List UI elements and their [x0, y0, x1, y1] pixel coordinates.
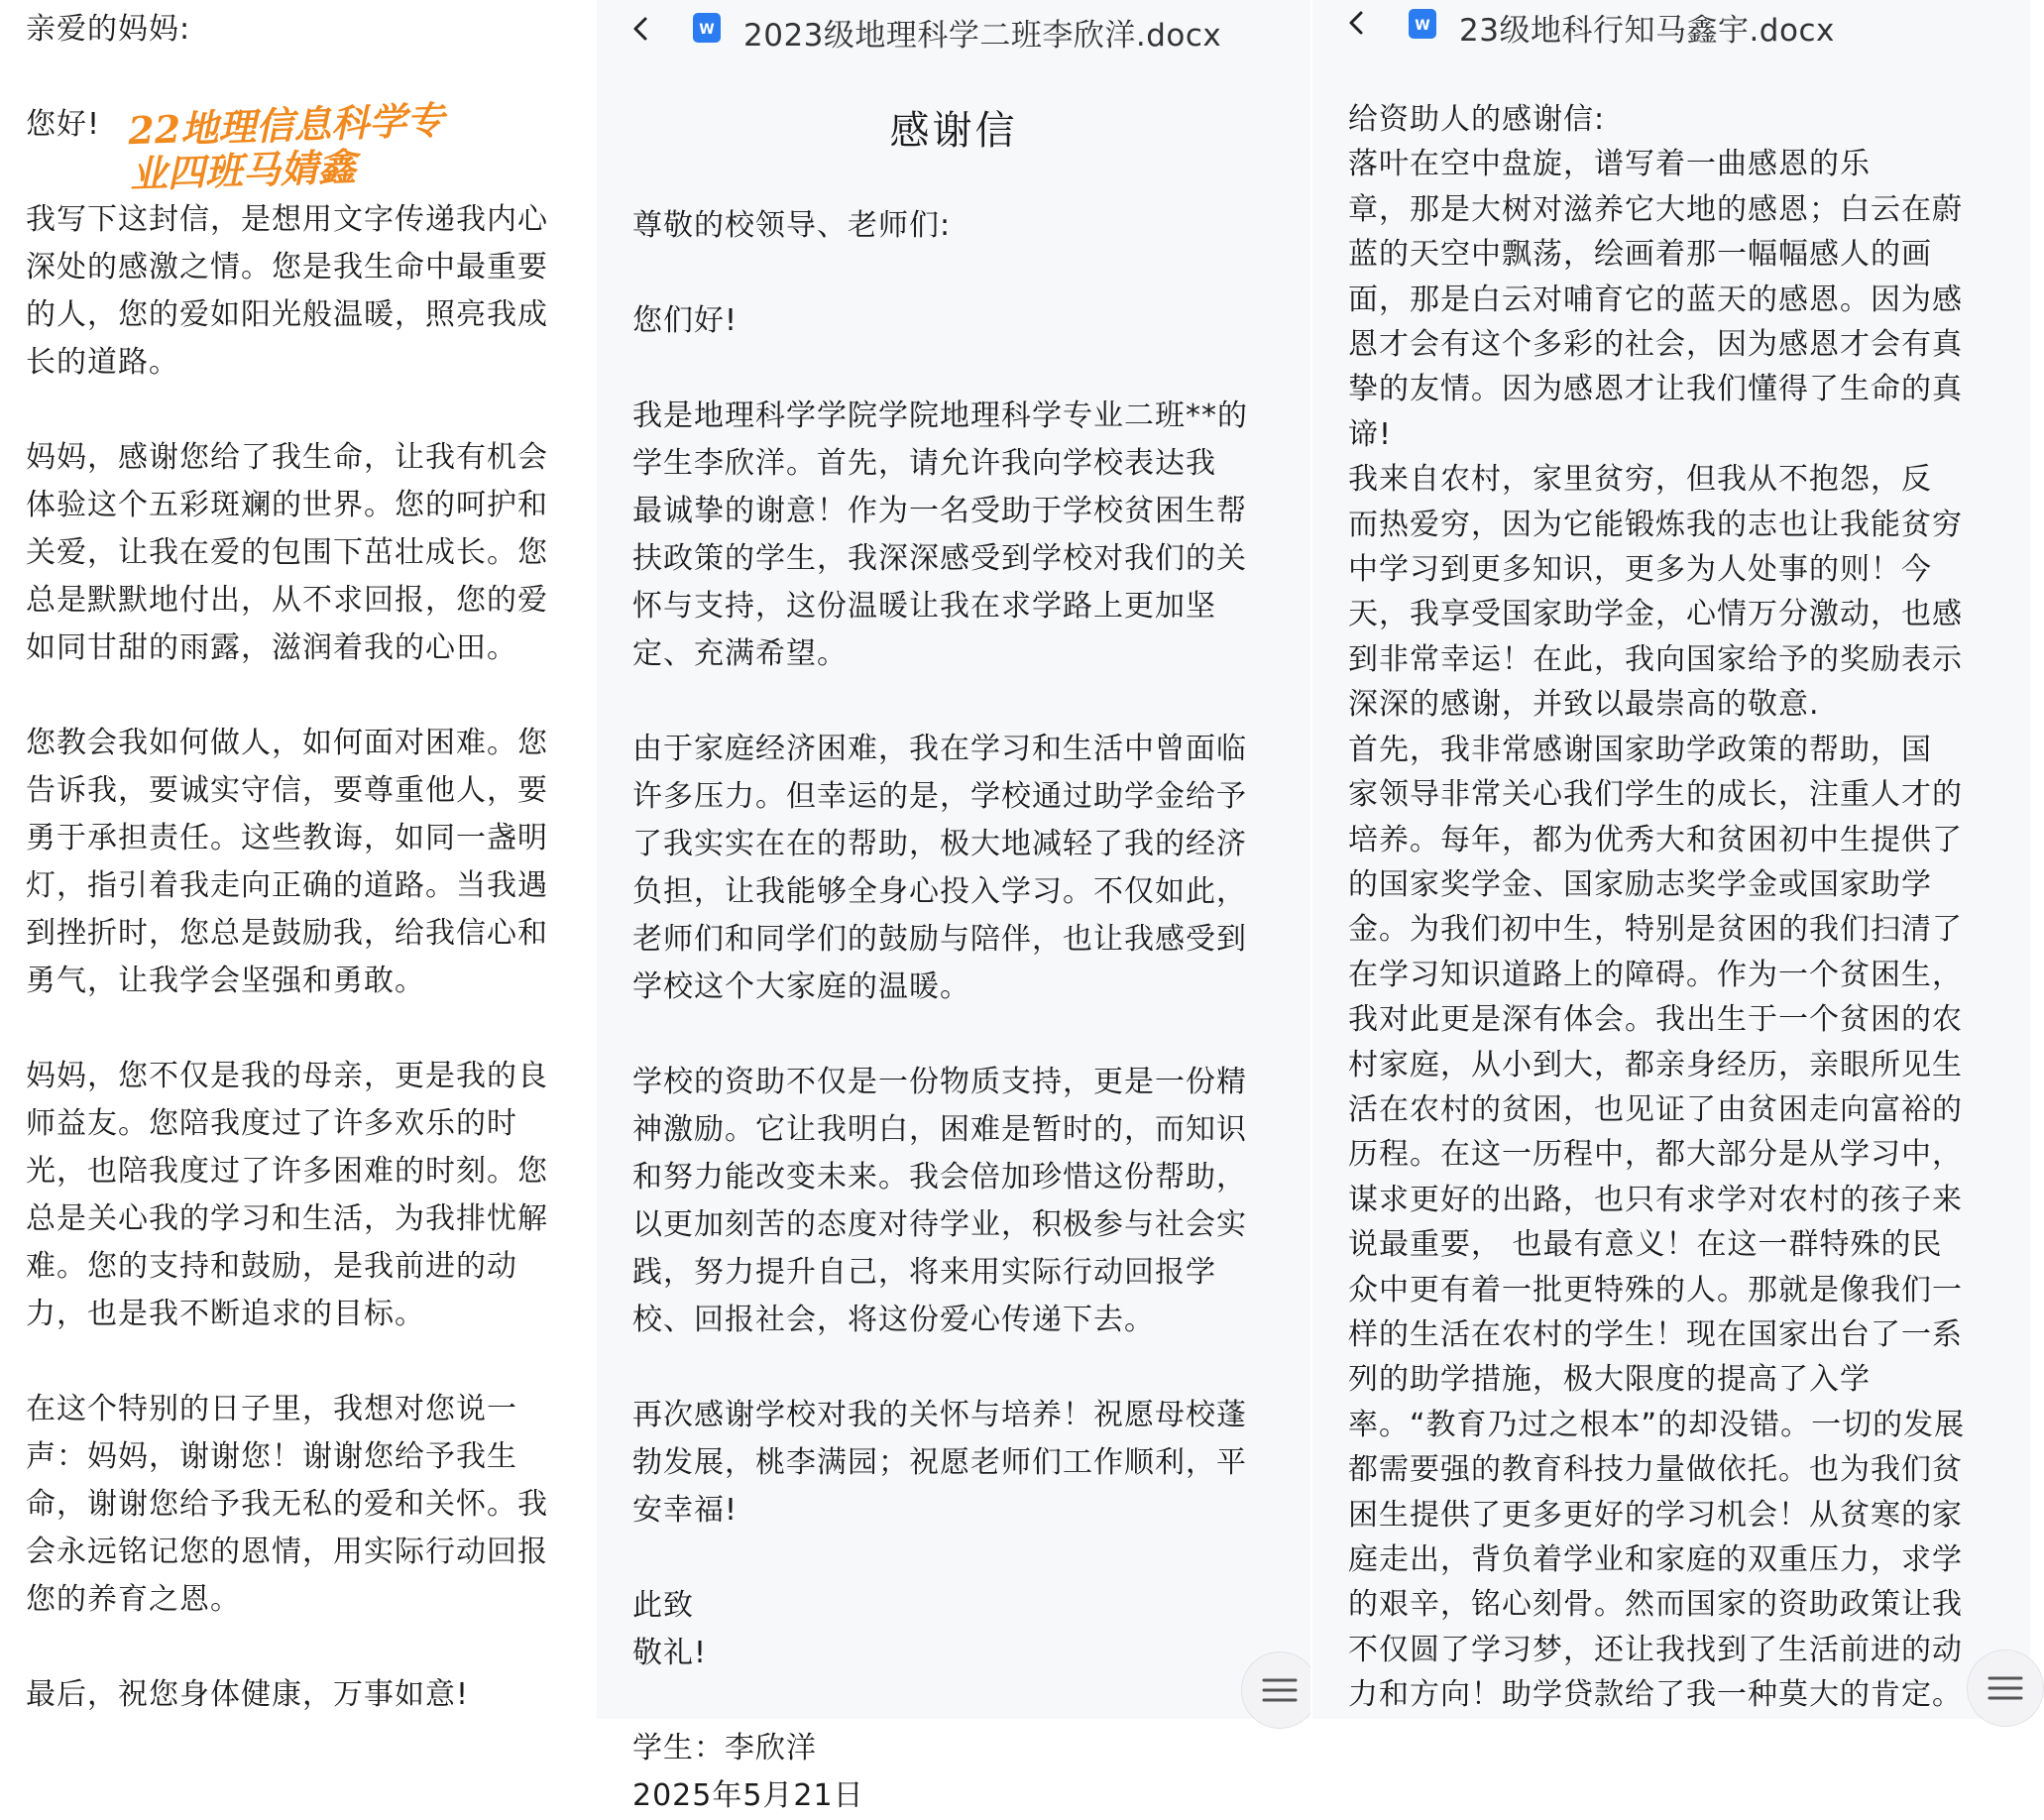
document-file-name: 2023级地理科学二班李欣洋.docx — [743, 18, 1222, 54]
menu-button[interactable] — [1967, 1649, 2044, 1727]
svg-text:W: W — [1415, 18, 1430, 34]
document-heading: 感谢信 — [889, 108, 1018, 154]
letter-to-mother-panel — [0, 0, 595, 1719]
document-viewer-1 — [597, 0, 1310, 1813]
document-top-bar — [597, 0, 1310, 59]
document-body-text: 尊敬的校领导、老师们: 您们好! 我是地理科学学院学院地理科学专业二班**的 学生李欣洋。首先，请允许我向学校表达我 最诚挚的谢意！作为一名受助于学校贫困生帮 扶政策的学生，我深深感受到学校对我们的关 怀与支持，这份温暖让我在求学路上更加坚 定、充满希望。 由于家庭经济困难，我在学习和生活中曾面临 许多压力。但幸运的是，学校通过助学金给予 了我实实在在的帮助，极大地减轻了我的经济 负担，让我能够全身心投入学习。不仅如此， 老师们和同学们的鼓励与陪伴，也让我感受到 学校这个大家庭的温暖。 学校的资助不仅是一份物质支持，更是一份精 神激励。它让我明白，困难是暂时的，而知识 和努力能改变未来。我会倍加珍惜这份帮助， 以更加刻苦的态度对待学业，积极参与社会实 践，努力提升自己，将来用实际行动回报学 校、回报社会，将这份爱心传递下去。 再次感谢学校对我的关怀与培养！祝愿母校蓬 勃发展，桃李满园；祝愿老师们工作顺利，平 安幸福! 此致 敬礼! 学生：李欣洋 2025年5月21日 — [632, 208, 1248, 1813]
handwritten-annotation: 22地理信息科学专 业四班马婧鑫 — [127, 97, 445, 197]
chevron-left-icon[interactable] — [626, 14, 656, 44]
chevron-left-icon[interactable] — [1342, 8, 1372, 38]
document-top-bar — [1312, 0, 2030, 59]
word-document-icon — [1408, 8, 1437, 40]
word-document-icon — [692, 12, 722, 44]
document-body-text: 给资助人的感谢信: 落叶在空中盘旋，谱写着一曲感恩的乐 章，那是大树对滋养它大地的感恩；白云在蔚 蓝的天空中飘荡，绘画着那一幅幅感人的画 面，那是白云对哺育它的蓝天的感恩。因为感 恩才会有这个多彩的社会，因为感恩才会有真 挚的友情。因为感恩才让我们懂得了生命的真 谛! 我来自农村，家里贫穷，但我从不抱怨，反 而热爱穷，因为它能锻炼我的志也让我能贫穷 中学习到更多知识，更多为人处事的则！今 天，我享受国家助学金，心情万分激动，也感 到非常幸运！在此，我向国家给予的奖励表示 深深的感谢，并致以最崇高的敬意. 首先，我非常感谢国家助学政策的帮助，国 家领导非常关心我们学生的成长，注重人才的 培养。每年，都为优秀大和贫困初中生提供了 的国家奖学金、国家励志奖学金或国家助学 金。为我们初中生，特别是贫困的我们扫清了 在学习知识道路上的障碍。作为一个贫困生， 我对此更是深有体会。我出生于一个贫困的农 村家庭，从小到大，都亲身经历，亲眼所见生 活在农村的贫困，也见证了由贫困走向富裕的 历程。在这一历程中，都大部分是从学习中， 谋求更好的出路，也只有求学对农村的孩子来 说最重要， 也最有意义！在这一群特殊的民 众中更有着一批更特殊的人。那就是像我们一 样的生活在农村的学生！现在国家出台了一系 列的助学措施，极大限度的提高了入学 率。“教育乃过之根本”的却没错。一切的发展 都需要强的教育科技力量做依托。也为我们贫 困生提供了更多更好的学习机会！从贫寒的家 庭走出，背负着学业和家庭的双重压力，求学 的艰辛，铭心刻骨。然而国家的资助政策让我 不仅圆了学习梦，还让我找到了生活前进的动 力和方向！助学贷款给了我一种莫大的肯定。 — [1348, 102, 1966, 1713]
svg-text:W: W — [699, 22, 715, 38]
menu-lines-icon — [1262, 1676, 1298, 1704]
document-viewer-2 — [1312, 0, 2030, 1719]
document-file-name: 23级地科行知马鑫宇.docx — [1459, 13, 1835, 49]
menu-button[interactable] — [1241, 1651, 1318, 1729]
menu-lines-icon — [1987, 1674, 2023, 1702]
letter-to-mother-text: 亲爱的妈妈: 您好! 我写下这封信，是想用文字传递我内心 深处的感激之情。您是我生命中最重要 的人，您的爱如阳光般温暖，照亮我成 长的道路。 妈妈，感谢您给了我生命，让我有机会 体验这个五彩斑斓的世界。您的呵护和 关爱，让我在爱的包围下茁壮成长。您 总是默默地付出，从不求回报，您的爱 如同甘甜的雨露，滋润着我的心田。 您教会我如何做人，如何面对困难。您 告诉我，要诚实守信，要尊重他人，要 勇于承担责任。这些教诲，如同一盏明 灯，指引着我走向正确的道路。当我遇 到挫折时，您总是鼓励我，给我信心和 勇气，让我学会坚强和勇敢。 妈妈，您不仅是我的母亲，更是我的良 师益友。您陪我度过了许多欢乐的时 光，也陪我度过了许多困难的时刻。您 总是关心我的学习和生活，为我排忧解 难。您的支持和鼓励，是我前进的动 力，也是我不断追求的目标。 在这个特别的日子里，我想对您说一 声：妈妈，谢谢您！谢谢您给予我生 命，谢谢您给予我无私的爱和关怀。我 会永远铭记您的恩情，用实际行动回报 您的养育之恩。 最后，祝您身体健康，万事如意! — [26, 12, 548, 1712]
